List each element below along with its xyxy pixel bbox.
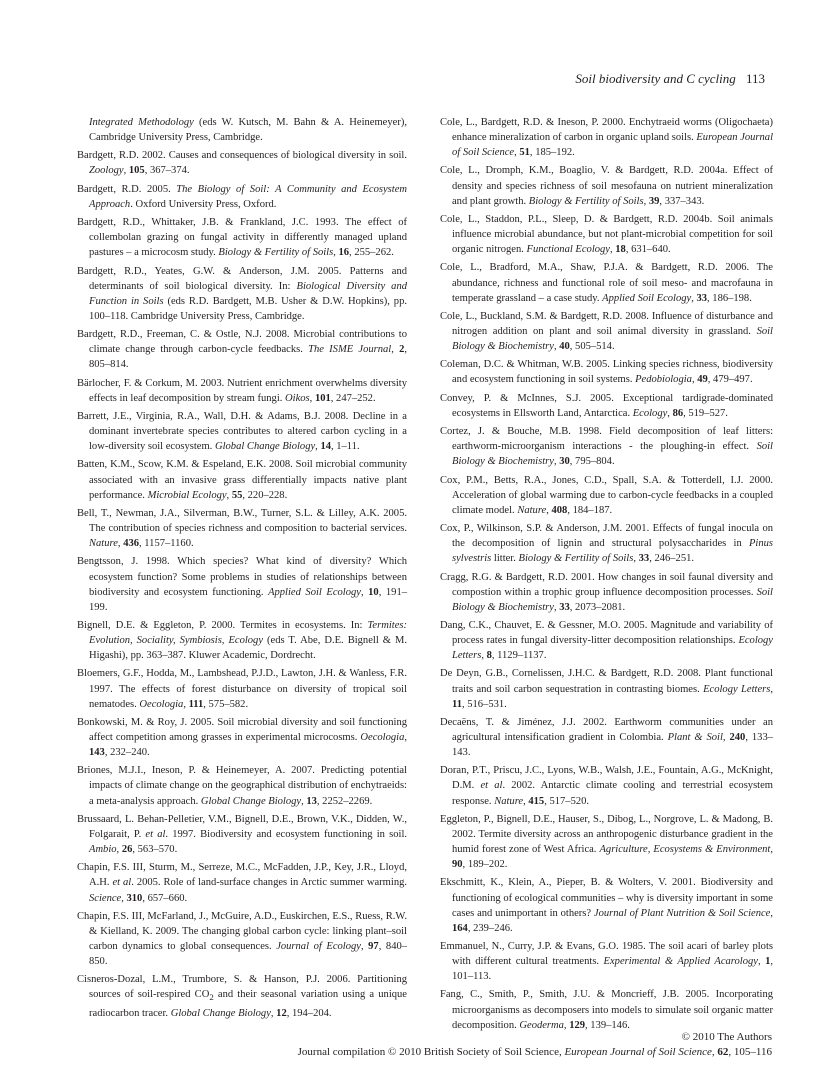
reference-text: (eds R.D. Bardgett, M.B. Usher & D.W. Hopkins), pp. 100–118. Cambridge University Press, Cambridge.	[89, 295, 407, 322]
reference-text: , 255–262.	[349, 247, 394, 259]
reference-entry	[77, 618, 407, 663]
reference-text: , 575–582.	[203, 698, 249, 710]
reference-text: Cragg, R.G. & Bardgett, R.D. 2001. How changes in soil faunal diversity and compostion within a trophic group influence decomposition processes.	[440, 571, 773, 598]
reference-text: ,	[770, 683, 773, 695]
reference-text: , 631–640.	[625, 244, 671, 256]
page-footer	[298, 1030, 772, 1060]
italic-text: The Biology of Soil: A Community and Ecosystem Approach	[89, 183, 407, 210]
reference-text: Convey, P. & McInnes, S.J. 2005. Exceptional tardigrade-dominated ecosystems in Ellsworth Land, Antarctica.	[440, 392, 773, 419]
reference-text: . Oxford University Press, Oxford.	[130, 198, 277, 210]
volume-number: 51	[519, 147, 530, 159]
reference-text: Cole, L., Buckland, S.M. & Bardgett, R.D. 2008. Influence of disturbance and nitrogen addition on plant and soil animal diversity in grassland.	[440, 310, 773, 337]
volume-number: 33	[696, 292, 708, 304]
italic-text: Functional Ecology	[526, 244, 610, 256]
italic-text: Nature	[89, 538, 118, 550]
italic-text: et al	[112, 877, 132, 889]
reference-entry	[440, 115, 773, 160]
reference-text: , 239–246.	[467, 922, 513, 934]
volume-number: 143	[89, 747, 105, 759]
reference-text: ,	[667, 407, 673, 419]
volume-number: 408	[551, 504, 568, 516]
reference-text: Briones, M.J.I., Ineson, P. & Heinemeyer, A. 2007. Predicting potential impacts of climate change on the geographical distribution of enchytraeids: a meta-analysis approach.	[77, 765, 407, 807]
copyright-line: © 2010 The Authors	[681, 1031, 772, 1043]
reference-entry	[440, 309, 773, 354]
reference-text: , 1–11.	[330, 441, 360, 453]
volume-number: 40	[559, 341, 570, 353]
volume-number: 2	[399, 344, 405, 356]
reference-text: ,	[270, 1007, 277, 1019]
reference-text: , 805–814.	[89, 344, 408, 371]
reference-text: . 2002. Antarctic climate cooling and terrestrial ecosystem response.	[452, 780, 773, 807]
italic-text: Soil Biology & Biochemistry	[452, 586, 773, 613]
reference-text: ,	[226, 489, 232, 501]
reference-entry	[440, 875, 773, 935]
reference-text: , 186–198.	[707, 292, 752, 304]
reference-entry	[77, 860, 407, 905]
volume-number: 62	[717, 1046, 729, 1058]
italic-text: Journal of Plant Nutrition & Soil Science	[593, 907, 771, 919]
reference-text: Bonkowski, M. & Roy, J. 2005. Soil microbial diversity and soil functioning affect competition among grasses in experimental microcosms.	[77, 716, 407, 743]
italic-text: Global Change Biology	[200, 795, 302, 807]
reference-entry	[440, 391, 773, 421]
reference-text: (eds W. Kutsch, M. Bahn & A. Heinemeyer), Cambridge University Press, Cambridge.	[89, 117, 407, 144]
reference-entry	[77, 376, 407, 406]
separator-text: ,	[711, 1046, 718, 1058]
reference-text: Fang, C., Smith, P., Smith, J.U. & Moncrieff, J.B. 2005. Incorporating microorganisms as decomposers into models to simulate soil organic matter decomposition.	[440, 989, 773, 1031]
volume-number: 1	[765, 956, 771, 968]
reference-entry	[440, 666, 773, 711]
reference-entry	[77, 812, 407, 857]
reference-text: , 194–204.	[286, 1007, 332, 1019]
volume-number: 8	[486, 650, 492, 662]
reference-text: , 563–570.	[132, 844, 178, 856]
reference-entry	[440, 260, 773, 305]
reference-text: ,	[309, 392, 315, 404]
reference-entry	[77, 763, 407, 808]
reference-entry	[77, 715, 407, 760]
italic-text: Ambio	[89, 844, 117, 856]
italic-text: Experimental & Applied Acarology	[603, 956, 758, 968]
volume-number: 14	[320, 441, 331, 453]
reference-text: Doran, P.T., Priscu, J.C., Lyons, W.B., Walsh, J.E., Fountain, A.G., McKnight, D.M.	[440, 765, 773, 792]
reference-text: ,	[770, 907, 773, 919]
italic-text: The ISME Journal	[308, 344, 392, 356]
volume-number: 13	[306, 795, 317, 807]
reference-text: , 184–187.	[567, 504, 613, 516]
reference-text: Ekschmitt, K., Klein, A., Pieper, B. & Wolters, V. 2001. Biodiversity and functioning of ecological communities – why is diversity important in some cases and unimportant in others?	[440, 877, 773, 919]
reference-entry	[440, 473, 773, 518]
reference-text: ,	[360, 586, 369, 598]
volume-number: 90	[452, 859, 463, 871]
reference-text: Cox, P.M., Betts, R.A., Jones, C.D., Spall, S.A. & Totterdell, I.J. 2000. Acceleration of global warming due to carbon-cycle feedbacks in a coupled climate model.	[440, 474, 773, 516]
reference-text: , 191–199.	[89, 586, 407, 613]
reference-text: ,	[770, 844, 773, 856]
reference-entry	[77, 909, 407, 969]
italic-text: et al	[480, 780, 503, 792]
italic-text: Applied Soil Ecology	[602, 292, 692, 304]
reference-text: ,	[481, 650, 487, 662]
reference-text: , 189–202.	[462, 859, 508, 871]
reference-text: Chapin, F.S. III, Sturm, M., Serreze, M.C., McFadden, J.P., Key, J.R., Lloyd, A.H.	[77, 862, 407, 889]
volume-number: 11	[452, 698, 462, 710]
reference-text: ,	[121, 892, 127, 904]
reference-text: , 139–146.	[585, 1019, 630, 1031]
volume-number: 310	[126, 892, 143, 904]
volume-number: 49	[697, 374, 708, 386]
reference-text: Barrett, J.E., Virginia, R.A., Wall, D.H. & Adams, B.J. 2008. Decline in a dominant invertebrate species contributes to altered carbon cycling in a low-diversity soil ecosystem.	[77, 411, 407, 453]
reference-text: ,	[301, 795, 307, 807]
page-number: 113	[745, 71, 765, 86]
reference-text: . 1997. Biodiversity and ecosystem functioning in soil.	[165, 828, 408, 840]
italic-text: Termites: Evolution, Sociality, Symbiosis, Ecology	[89, 619, 407, 647]
reference-entry	[440, 763, 773, 808]
italic-text: Oecologia	[139, 698, 184, 710]
reference-text: ,	[691, 292, 697, 304]
reference-text: , 517–520.	[544, 795, 590, 807]
reference-text: , 232–240.	[104, 747, 150, 759]
reference-text: and their seasonal variation using a unique radiocarbon tracer.	[89, 989, 407, 1019]
reference-text: Bloemers, G.F., Hodda, M., Lambshead, P.J.D., Lawton, J.H. & Wanless, F.R. 1997. The effects of forest disturbance on diversity of tropical soil nematodes.	[77, 668, 407, 710]
reference-entry	[440, 812, 773, 872]
reference-entry	[77, 215, 407, 260]
reference-entry	[77, 506, 407, 551]
volume-number: 97	[368, 940, 379, 952]
reference-text: Cole, L., Bradford, M.A., Shaw, P.J.A. & Bardgett, R.D. 2006. The abundance, richness and functional role of soil meso- and macrofauna in temperate grassland – a case study.	[440, 262, 773, 304]
reference-text: Bengtsson, J. 1998. Which species? What kind of diversity? Which ecosystem function? Some problems in studies of relationships between biodiversity and ecosystem functioning.	[77, 556, 407, 598]
reference-entry	[77, 457, 407, 502]
reference-text: , 220–228.	[242, 489, 288, 501]
reference-text: Cisneros-Dozal, L.M., Trumbore, S. & Hanson, P.J. 2006. Partitioning sources of soil-respired CO	[77, 974, 407, 1001]
volume-number: 164	[452, 922, 468, 934]
reference-text: Cox, P., Wilkinson, S.P. & Anderson, J.M. 2001. Effects of fungal inocula on the decomposition of lignin and structural polysaccharides in	[440, 523, 773, 550]
reference-text: Dang, C.K., Chauvet, E. & Gessner, M.O. 2005. Magnitude and variability of process rates in fungal diversity-litter decomposition relationships.	[440, 619, 773, 647]
italic-text: Oikos	[285, 392, 310, 404]
reference-entry	[440, 212, 773, 257]
reference-text: ,	[116, 844, 122, 856]
italic-text: Ecology Letters	[703, 683, 771, 695]
reference-text: ,	[553, 456, 560, 468]
reference-text: ,	[391, 344, 400, 356]
reference-text: , 337–343.	[659, 195, 705, 207]
reference-text: Cole, L., Staddon, P.L., Sleep, D. & Bardgett, R.D. 2004b. Soil animals influence microbial abundance, but not plant-microbial competition for soil organic nitrogen.	[440, 213, 773, 256]
running-title: Soil biodiversity and C cycling	[575, 71, 736, 86]
reference-text: , 247–252.	[330, 392, 376, 404]
reference-text: ,	[643, 195, 649, 207]
reference-entry	[440, 424, 773, 469]
running-header	[575, 71, 765, 87]
volume-number: 105	[128, 165, 145, 177]
italic-text: Pedobiologia	[635, 374, 692, 386]
reference-text: Batten, K.M., Scow, K.M. & Espeland, E.K. 2008. Soil microbial community associated with an invasive grass differentially impacts native plant performance.	[77, 459, 407, 501]
reference-text: , 519–527.	[683, 407, 728, 419]
italic-text: Nature	[494, 795, 524, 807]
reference-entry	[440, 521, 773, 566]
reference-text: ,	[183, 698, 189, 710]
reference-text: , 479–497.	[707, 374, 753, 386]
reference-entry	[440, 715, 773, 760]
italic-text: Biology & Fertility of Soils	[218, 247, 334, 259]
reference-text: Cole, L., Bardgett, R.D. & Ineson, P. 2000. Enchytraeid worms (Oligochaeta) enhance mineralization of carbon in organic upland soils.	[440, 117, 773, 144]
reference-text: , 505–514.	[569, 341, 615, 353]
reference-entry	[77, 264, 407, 324]
reference-text: ,	[546, 504, 552, 516]
journal-name: European Journal of Soil Science	[564, 1046, 712, 1058]
journal-compilation-line	[298, 1045, 772, 1060]
italic-text: Soil Biology & Biochemistry	[452, 325, 773, 353]
reference-text: , 185–192.	[529, 147, 575, 159]
subscript-text: 2	[209, 992, 214, 1003]
reference-text: Decaëns, T. & Jiménez, J.J. 2002. Earthworm communities under an agricultural intensification gradient in Colombia.	[440, 716, 773, 743]
reference-entry	[77, 666, 407, 711]
reference-text: ,	[333, 247, 339, 259]
reference-text: Bardgett, R.D., Freeman, C. & Ostle, N.J. 2008. Microbial contributions to climate change through carbon-cycle feedbacks.	[77, 329, 407, 356]
reference-text: Cortez, J. & Bouche, M.B. 1998. Field decomposition of leaf litters: earthworm-microorganism interactions - the ploughing-in effect.	[440, 426, 773, 453]
reference-text: Bardgett, R.D. 2002. Causes and consequences of biological diversity in soil.	[77, 150, 407, 162]
reference-text: , 657–660.	[142, 892, 188, 904]
reference-text: , 133–143.	[452, 732, 773, 759]
italic-text: Applied Soil Ecology	[268, 586, 361, 598]
reference-entry	[77, 148, 407, 178]
italic-text: Pinus sylvestris	[452, 538, 773, 565]
reference-text: ,	[757, 956, 766, 968]
reference-text: Cole, L., Dromph, K.M., Boaglio, V. & Bardgett, R.D. 2004a. Effect of density and species richness of soil mesofauna on nutrient mineralization and plant growth.	[440, 165, 773, 207]
reference-text: Bardgett, R.D., Yeates, G.W. & Anderson, J.M. 2005. Patterns and determinants of soil biological diversity. In:	[77, 265, 407, 292]
volume-number: 26	[121, 844, 133, 856]
reference-text: ,	[563, 1019, 570, 1031]
reference-text: , 1157–1160.	[139, 538, 194, 550]
reference-text: ,	[553, 341, 560, 353]
reference-text: Bardgett, R.D., Whittaker, J.B. & Frankland, J.C. 1993. The effect of collembolan grazing on fungal activity in differently managed upland pastures – a microcosm study.	[77, 217, 407, 259]
reference-text: litter.	[491, 553, 519, 565]
reference-text: Emmanuel, N., Curry, J.P. & Evans, G.O. 1985. The soil acari of barley plots with different cultural treatments.	[440, 940, 773, 968]
italic-text: Biology & Fertility of Soils	[518, 553, 634, 565]
reference-column-right	[440, 115, 773, 1036]
italic-text: Biology & Fertility of Soils	[528, 195, 644, 207]
reference-text: Chapin, F.S. III, McFarland, J., McGuire, A.D., Euskirchen, E.S., Ruess, R.W. & Kielland, K. 2009. The changing global carbon cycle: linking plant–soil carbon dynamics to global consequences.	[77, 910, 407, 952]
italic-text: Soil Biology & Biochemistry	[452, 441, 773, 468]
reference-text: , 2073–2081.	[569, 601, 626, 613]
page-range: , 105–116	[728, 1046, 772, 1058]
volume-number: 101	[314, 392, 331, 404]
reference-text: Bärlocher, F. & Corkum, M. 2003. Nutrient enrichment overwhelms diversity effects in leaf decomposition by stream fungi.	[77, 377, 407, 404]
reference-text: , 840–850.	[89, 940, 408, 968]
reference-text: , 516–531.	[461, 698, 507, 710]
reference-entry	[77, 327, 407, 372]
reference-text: ,	[553, 601, 560, 613]
italic-text: European Journal of Soil Science	[452, 132, 774, 159]
volume-number: 33	[559, 601, 570, 613]
reference-text: Bell, T., Newman, J.A., Silverman, B.W., Turner, S.L. & Lilley, A.K. 2005. The contribution of species richness and composition to bacterial services.	[77, 507, 407, 535]
volume-number: 18	[615, 244, 626, 256]
reference-text: ,	[360, 940, 369, 952]
compilation-text: Journal compilation © 2010 British Society of Soil Science,	[297, 1046, 565, 1058]
reference-entry	[77, 182, 407, 212]
italic-text: et al	[145, 828, 166, 840]
reference-text: ,	[633, 553, 639, 565]
reference-text: , 367–374.	[144, 165, 190, 177]
reference-text: , 2252–2269.	[316, 795, 373, 807]
italic-text: Nature	[517, 504, 547, 516]
volume-number: 436	[123, 538, 140, 550]
reference-entry	[440, 618, 773, 663]
volume-number: 55	[231, 489, 243, 501]
reference-text: ,	[722, 732, 730, 743]
reference-text: , 101–113.	[452, 956, 773, 983]
reference-text: (eds T. Abe, D.E. Bignell & M. Higashi), pp. 363–387. Kluwer Academic, Dordrecht.	[89, 635, 407, 662]
italic-text: Journal of Ecology	[276, 940, 361, 952]
reference-text: ,	[404, 732, 407, 743]
volume-number: 240	[729, 732, 746, 743]
reference-entry	[440, 939, 773, 984]
reference-entry	[77, 554, 407, 614]
volume-number: 415	[528, 795, 545, 807]
italic-text: Biological Diversity and Function in Soils	[89, 280, 407, 307]
reference-text: ,	[523, 795, 529, 807]
reference-text: ,	[117, 538, 124, 550]
italic-text: Global Change Biology	[214, 441, 316, 453]
volume-number: 16	[338, 247, 350, 259]
volume-number: 39	[648, 195, 660, 207]
italic-text: Global Change Biology	[170, 1007, 271, 1019]
reference-entry	[77, 972, 407, 1020]
italic-text: Ecology Letters	[452, 635, 773, 662]
reference-text: ,	[514, 147, 520, 159]
reference-text: , 795–804.	[569, 456, 615, 468]
reference-text: ,	[315, 441, 321, 453]
italic-text: Geoderma	[519, 1019, 564, 1031]
reference-text: De Deyn, G.B., Cornelissen, J.H.C. & Bardgett, R.D. 2008. Plant functional traits and soil carbon sequestration in contrasting biomes.	[440, 668, 773, 695]
reference-text: Brussaard, L. Behan-Pelletier, V.M., Bignell, D.E., Brown, V.K., Didden, W., Folgarait, P.	[77, 813, 407, 840]
volume-number: 86	[672, 407, 684, 419]
reference-text: Bignell, D.E. & Eggleton, P. 2000. Termites in ecosystems. In:	[77, 619, 368, 631]
reference-text: ,	[691, 374, 698, 386]
italic-text: Agriculture, Ecosystems & Environment	[599, 844, 771, 856]
reference-text: Bardgett, R.D. 2005.	[77, 183, 177, 195]
reference-text: . 2005. Role of land-surface changes in Arctic summer warming.	[131, 877, 408, 889]
italic-text: Science	[89, 892, 122, 904]
italic-text: Ecology	[632, 407, 668, 419]
reference-text: , 246–251.	[649, 553, 695, 565]
reference-entry	[440, 570, 773, 615]
reference-text: , 1129–1137.	[491, 650, 547, 662]
volume-number: 129	[569, 1019, 586, 1031]
volume-number: 111	[188, 698, 204, 710]
reference-text: ,	[609, 244, 616, 256]
reference-entry	[77, 409, 407, 454]
volume-number: 10	[368, 586, 379, 598]
reference-text: ,	[123, 165, 129, 177]
reference-entry	[440, 987, 773, 1032]
reference-entry	[440, 163, 773, 208]
italic-text: Oecologia	[360, 732, 405, 743]
reference-column-left	[77, 115, 407, 1024]
italic-text: Microbial Ecology	[147, 489, 227, 501]
reference-text: Eggleton, P., Bignell, D.E., Hauser, S., Dibog, L., Norgrove, L. & Madong, B. 2002. Termite diversity across an anthropogenic disturbance gradient in the humid forest zone of West Africa.	[440, 813, 773, 856]
italic-text: Zoology	[89, 165, 124, 177]
volume-number: 30	[559, 456, 570, 468]
reference-entry	[440, 357, 773, 387]
italic-text: Plant & Soil	[667, 732, 723, 743]
reference-text: Coleman, D.C. & Whitman, W.B. 2005. Linking species richness, biodiversity and ecosystem functioning in soil systems.	[440, 359, 773, 386]
reference-entry	[77, 115, 407, 145]
volume-number: 12	[276, 1007, 287, 1019]
volume-number: 33	[638, 553, 650, 565]
italic-text: Integrated Methodology	[89, 117, 194, 128]
